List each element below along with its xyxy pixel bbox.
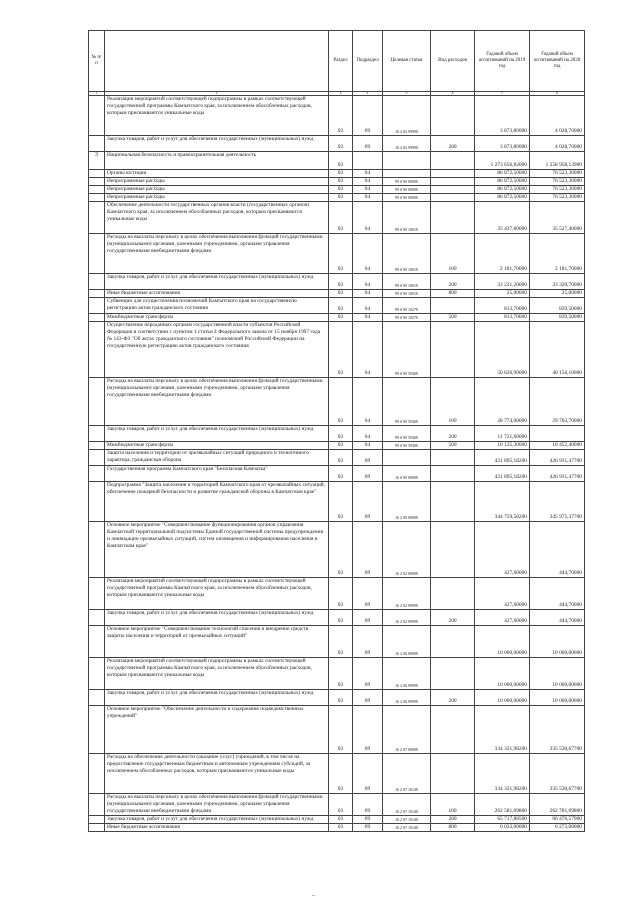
row-razdel: 03 [329, 378, 353, 426]
table-row [89, 136, 585, 152]
row-vid-raskhodov: 100 [431, 378, 475, 426]
row-value-2020: 10 000,00000 [530, 658, 585, 690]
row-podrazdel: 09 [353, 522, 383, 578]
row-razdel: 03 [329, 152, 353, 170]
row-number [89, 626, 105, 658]
row-value-2020: 335 530,67700 [530, 754, 585, 794]
row-number [89, 170, 105, 178]
row-tselevaya-statya [383, 450, 431, 466]
row-tselevaya-statya: 99 0 00 59300 [383, 426, 431, 442]
row-value-2019: 813,70000 [475, 298, 530, 314]
row-value-2019: 427,60000 [475, 610, 530, 626]
row-value-2020: 262 781,09800 [530, 794, 585, 816]
row-razdel: 03 [329, 314, 353, 322]
row-tselevaya-statya: 16 2 07 10140 [383, 816, 431, 824]
row-tselevaya-statya: 16 2 03 99990 [383, 96, 431, 136]
row-number [89, 202, 105, 234]
row-value-2020: 444,70000 [530, 578, 585, 610]
row-razdel: 03 [329, 482, 353, 522]
row-podrazdel: 09 [353, 754, 383, 794]
row-razdel: 02 [329, 136, 353, 152]
table-row [89, 794, 585, 816]
budget-table [88, 30, 585, 832]
row-value-2019: 25,00000 [475, 290, 530, 298]
row-podrazdel: 09 [353, 706, 383, 754]
row-value-2019: 65 717,88500 [475, 816, 530, 824]
row-vid-raskhodov [431, 170, 475, 178]
row-name: Межбюджетные трансферты [105, 442, 329, 450]
row-name: Расходы на выплаты персоналу в целях обеспечения выполнения функций государственными (муниципальными) органами, казенными учреждениями, органами управления государственными внебюджетными фондами [105, 378, 329, 426]
row-name: Органы юстиции [105, 170, 329, 178]
row-name: Защита населения и территории от чрезвычайных ситуаций природного и техногенного характера, гражданская оборона [105, 450, 329, 466]
row-value-2019: 10 000,00000 [475, 658, 530, 690]
row-razdel: 03 [329, 170, 353, 178]
table-row [89, 152, 585, 170]
row-number [89, 816, 105, 824]
row-podrazdel: 04 [353, 202, 383, 234]
row-value-2020: 444,70000 [530, 610, 585, 626]
table-row [89, 170, 585, 178]
row-value-2020: 4 028,70000 [530, 96, 585, 136]
row-value-2019: 334 331,98200 [475, 754, 530, 794]
row-name: Реализация мероприятий соответствующей подпрограммы в рамках соответствующей государственной программы Камчатского края, за исключением обособленных расходов, которым присваиваются уникальные коды [105, 658, 329, 690]
row-podrazdel: 09 [353, 816, 383, 824]
row-podrazdel: 09 [353, 466, 383, 482]
row-value-2019: 1 273 656,82000 [475, 152, 530, 170]
column-number: 1 [89, 92, 105, 96]
row-value-2019: 427,60000 [475, 522, 530, 578]
row-value-2020: 35 527,40000 [530, 202, 585, 234]
row-value-2019: 262 581,09800 [475, 794, 530, 816]
row-tselevaya-statya: 99 0 00 10010 [383, 234, 431, 274]
row-number [89, 754, 105, 794]
row-vid-raskhodov: 200 [431, 274, 475, 290]
row-number [89, 234, 105, 274]
row-vid-raskhodov [431, 466, 475, 482]
row-value-2020: 2 181,70000 [530, 234, 585, 274]
row-podrazdel: 09 [353, 450, 383, 466]
row-vid-raskhodov [431, 482, 475, 522]
table-row [89, 178, 585, 186]
header-name [105, 31, 329, 92]
table-row [89, 442, 585, 450]
row-value-2019: 3 873,80000 [475, 96, 530, 136]
row-tselevaya-statya: 16 2 06 00000 [383, 626, 431, 658]
row-vid-raskhodov: 800 [431, 824, 475, 832]
row-name: Закупка товаров, работ и услуг для обеспечения государственных (муниципальных) нужд [105, 610, 329, 626]
row-vid-raskhodov [431, 522, 475, 578]
row-tselevaya-statya: 16 2 06 99990 [383, 658, 431, 690]
row-podrazdel: 04 [353, 194, 383, 202]
row-value-2020: 839,50000 [530, 314, 585, 322]
row-number [89, 298, 105, 314]
row-razdel: 03 [329, 794, 353, 816]
row-value-2019: 86 872,50000 [475, 194, 530, 202]
row-value-2020: 76 523,30000 [530, 194, 585, 202]
row-value-2020: 335 530,67700 [530, 706, 585, 754]
row-tselevaya-statya: 99 0 00 00000 [383, 178, 431, 186]
row-value-2020: 10 000,00000 [530, 690, 585, 706]
row-tselevaya-statya: 99 0 00 10010 [383, 290, 431, 298]
row-podrazdel: 04 [353, 298, 383, 314]
row-razdel: 03 [329, 610, 353, 626]
row-razdel: 03 [329, 450, 353, 466]
row-razdel: 03 [329, 442, 353, 450]
row-vid-raskhodov [431, 298, 475, 314]
row-podrazdel: 04 [353, 274, 383, 290]
row-value-2019: 2 181,70000 [475, 234, 530, 274]
row-vid-raskhodov [431, 152, 475, 170]
row-vid-raskhodov [431, 706, 475, 754]
row-podrazdel: 09 [353, 690, 383, 706]
row-vid-raskhodov: 200 [431, 610, 475, 626]
row-podrazdel: 04 [353, 378, 383, 426]
table-row [89, 378, 585, 426]
row-number [89, 610, 105, 626]
row-vid-raskhodov [431, 202, 475, 234]
row-razdel: 03 [329, 234, 353, 274]
row-podrazdel: 04 [353, 442, 383, 450]
table-row [89, 314, 585, 322]
table-row [89, 754, 585, 794]
header-tselevaya-statya: Целевая статья [383, 31, 431, 92]
row-number [89, 186, 105, 194]
column-number: 7 [475, 92, 530, 96]
row-name: Расходы на выплаты персоналу в целях обеспечения выполнения функций государственными (муниципальными) органами, казенными учреждениями, органами управления государственными внебюджетными фондами [105, 234, 329, 274]
row-vid-raskhodov [431, 658, 475, 690]
row-name: Реализация мероприятий соответствующей подпрограммы в рамках соответствующей государственной программы Камчатского края, за исключением обособленных расходов, которым присваиваются уникальные коды [105, 96, 329, 136]
row-value-2020: 426 931,47700 [530, 466, 585, 482]
row-value-2020: 426 931,47700 [530, 450, 585, 466]
row-tselevaya-statya: 16 2 02 99990 [383, 578, 431, 610]
header-year-2019: Годовой объем ассигнований на 2019 год [475, 31, 530, 92]
row-tselevaya-statya: 16 0 00 00000 [383, 466, 431, 482]
row-number [89, 426, 105, 442]
budget-document [88, 30, 584, 832]
row-podrazdel: 04 [353, 170, 383, 178]
row-razdel: 03 [329, 578, 353, 610]
row-tselevaya-statya: 16 2 07 00000 [383, 706, 431, 754]
row-razdel: 03 [329, 690, 353, 706]
page-number: – [312, 893, 315, 899]
row-value-2020: 40 156,10000 [530, 322, 585, 378]
row-podrazdel [353, 152, 383, 170]
row-podrazdel: 04 [353, 186, 383, 194]
row-tselevaya-statya: 16 2 02 00000 [383, 522, 431, 578]
row-razdel: 03 [329, 816, 353, 824]
table-row [89, 466, 585, 482]
row-podrazdel: 09 [353, 482, 383, 522]
row-tselevaya-statya [383, 152, 431, 170]
table-row [89, 290, 585, 298]
row-razdel: 03 [329, 322, 353, 378]
row-razdel: 03 [329, 290, 353, 298]
row-name: Закупка товаров, работ и услуг для обеспечения государственных (муниципальных) нужд [105, 274, 329, 290]
header-num: № п/п [89, 31, 105, 92]
row-vid-raskhodov [431, 754, 475, 794]
row-razdel: 03 [329, 824, 353, 832]
row-value-2019: 431 895,18200 [475, 450, 530, 466]
row-razdel: 03 [329, 426, 353, 442]
row-tselevaya-statya: 16 2 06 99990 [383, 690, 431, 706]
row-value-2019: 3 873,80000 [475, 136, 530, 152]
row-value-2019: 11 721,60000 [475, 426, 530, 442]
row-value-2019: 86 872,50000 [475, 186, 530, 194]
row-podrazdel: 04 [353, 290, 383, 298]
row-razdel: 03 [329, 522, 353, 578]
row-name: Основное мероприятие "Совершенствование функционирования органов управления Камчатской территориальной подсистемы Единой государственной системы предупреждения и ликвидации чрезвычайных ситуаций, систем оповещения и информирования населения в Камчатском крае" [105, 522, 329, 578]
row-value-2019: 33 231,20000 [475, 274, 530, 290]
row-value-2019: 813,70000 [475, 314, 530, 322]
row-name: Непрограммные расходы [105, 194, 329, 202]
row-number [89, 274, 105, 290]
table-row [89, 610, 585, 626]
header-podrazdel: Подраздел [353, 31, 383, 92]
row-name: Государственная программа Камчатского края "Безопасная Камчатка" [105, 466, 329, 482]
row-tselevaya-statya: 16 2 07 10140 [383, 754, 431, 794]
row-number [89, 522, 105, 578]
row-number [89, 442, 105, 450]
row-razdel: 03 [329, 202, 353, 234]
row-razdel: 03 [329, 178, 353, 186]
table-row [89, 658, 585, 690]
row-podrazdel: 09 [353, 136, 383, 152]
row-number [89, 314, 105, 322]
row-number [89, 794, 105, 816]
row-vid-raskhodov [431, 578, 475, 610]
table-row [89, 522, 585, 578]
row-number [89, 690, 105, 706]
row-name: Обеспечение деятельности государственных органов власти (государственных органов) Камчатского края, за исключением обособленных расходов, которым присваиваются уникальные коды [105, 202, 329, 234]
row-tselevaya-statya: 16 2 02 99990 [383, 610, 431, 626]
row-value-2020: 345 975,37700 [530, 482, 585, 522]
row-value-2019: 10 000,00000 [475, 626, 530, 658]
row-value-2020: 839,50000 [530, 298, 585, 314]
row-podrazdel: 09 [353, 824, 383, 832]
row-name: Иные бюджетные ассигнования [105, 824, 329, 832]
row-name: Закупка товаров, работ и услуг для обеспечения государственных (муниципальных) нужд [105, 816, 329, 824]
row-vid-raskhodov: 100 [431, 794, 475, 816]
row-tselevaya-statya: 99 0 00 59300 [383, 378, 431, 426]
row-tselevaya-statya: 99 0 00 59300 [383, 442, 431, 450]
row-number [89, 466, 105, 482]
row-value-2019: 35 437,80000 [475, 202, 530, 234]
row-podrazdel: 09 [353, 96, 383, 136]
row-number [89, 194, 105, 202]
row-value-2020: 10 000,00000 [530, 626, 585, 658]
column-number: 8 [530, 92, 585, 96]
header-razdel: Раздел [329, 31, 353, 92]
row-vid-raskhodov: 800 [431, 290, 475, 298]
row-number [89, 178, 105, 186]
row-vid-raskhodov: 200 [431, 426, 475, 442]
row-name: Реализация мероприятий соответствующей подпрограммы в рамках соответствующей государственной программы Камчатского края, за исключением обособленных расходов, которым присваиваются уникальные коды [105, 578, 329, 610]
row-tselevaya-statya: 99 0 00 00000 [383, 186, 431, 194]
row-tselevaya-statya: 16 2 03 99990 [383, 136, 431, 152]
row-name: Осуществление переданных органам государственной власти субъектов Российской Федерации в соответствии с пунктом 1 статьи 4 Федерального закона от 15 ноября 1997 года № 143-ФЗ "Об актах гражданского состояния" полномочий Российской Федерации на государственную регистрацию актов гражданского состояния [105, 322, 329, 378]
row-vid-raskhodov: 500 [431, 442, 475, 450]
row-vid-raskhodov [431, 96, 475, 136]
row-podrazdel: 04 [353, 234, 383, 274]
row-tselevaya-statya: 16 2 07 10140 [383, 824, 431, 832]
row-vid-raskhodov: 200 [431, 816, 475, 824]
row-tselevaya-statya: 99 0 00 00000 [383, 194, 431, 202]
table-row [89, 450, 585, 466]
row-name: Закупка товаров, работ и услуг для обеспечения государственных (муниципальных) нужд [105, 136, 329, 152]
column-number: 6 [431, 92, 475, 96]
row-value-2020: 76 523,30000 [530, 170, 585, 178]
row-tselevaya-statya: 99 0 00 10010 [383, 202, 431, 234]
row-vid-raskhodov: 500 [431, 314, 475, 322]
row-tselevaya-statya [383, 170, 431, 178]
row-podrazdel: 04 [353, 322, 383, 378]
row-vid-raskhodov: 200 [431, 690, 475, 706]
table-row [89, 322, 585, 378]
row-number [89, 322, 105, 378]
row-name: Основное мероприятие "Совершенствование технологий спасения и внедрение средств защиты населения и территорий от чрезвычайных ситуаций" [105, 626, 329, 658]
row-tselevaya-statya: 99 0 00 10010 [383, 274, 431, 290]
column-number: 3 [329, 92, 353, 96]
row-value-2019: 6 033,00000 [475, 824, 530, 832]
table-row [89, 426, 585, 442]
row-tselevaya-statya: 99 0 00 59300 [383, 322, 431, 378]
column-number: 5 [383, 92, 431, 96]
row-razdel: 02 [329, 96, 353, 136]
row-name: Закупка товаров, работ и услуг для обеспечения государственных (муниципальных) нужд [105, 690, 329, 706]
table-row [89, 234, 585, 274]
row-vid-raskhodov: 100 [431, 234, 475, 274]
row-razdel: 03 [329, 706, 353, 754]
row-name: Межбюджетные трансферты [105, 314, 329, 322]
row-value-2019: 10 000,00000 [475, 690, 530, 706]
row-number [89, 96, 105, 136]
row-value-2020: 1 258 958,13900 [530, 152, 585, 170]
row-value-2019: 344 759,58200 [475, 482, 530, 522]
row-vid-raskhodov [431, 626, 475, 658]
row-vid-raskhodov: 200 [431, 136, 475, 152]
row-name: Основное мероприятие "Обеспечение деятельности и содержание подведомственных учреждений" [105, 706, 329, 754]
row-tselevaya-statya: 99 0 00 10270 [383, 314, 431, 322]
table-row [89, 298, 585, 314]
row-razdel: 03 [329, 194, 353, 202]
row-podrazdel: 09 [353, 578, 383, 610]
row-number [89, 824, 105, 832]
table-row [89, 274, 585, 290]
row-value-2020: 33 320,70000 [530, 274, 585, 290]
row-number [89, 706, 105, 754]
header-year-2020: Годовой объем ассигнований на 2020 год [530, 31, 585, 92]
row-razdel: 03 [329, 298, 353, 314]
table-row [89, 824, 585, 832]
row-value-2019: 334 331,98200 [475, 706, 530, 754]
row-name: Национальная безопасность и правоохранительная деятельность [105, 152, 329, 170]
row-number [89, 450, 105, 466]
row-podrazdel: 04 [353, 314, 383, 322]
column-number: 2 [105, 92, 329, 96]
header-vid-raskhodov: Вид расходов [431, 31, 475, 92]
row-vid-raskhodov [431, 194, 475, 202]
row-vid-raskhodov [431, 186, 475, 194]
row-razdel: 03 [329, 466, 353, 482]
row-podrazdel: 09 [353, 626, 383, 658]
row-name: Закупка товаров, работ и услуг для обеспечения государственных (муниципальных) нужд [105, 426, 329, 442]
row-razdel: 03 [329, 274, 353, 290]
row-podrazdel: 09 [353, 658, 383, 690]
row-value-2019: 427,60000 [475, 578, 530, 610]
row-number [89, 290, 105, 298]
row-vid-raskhodov [431, 178, 475, 186]
row-value-2019: 86 872,50000 [475, 178, 530, 186]
table-row [89, 186, 585, 194]
row-razdel: 03 [329, 658, 353, 690]
row-name: Непрограммные расходы [105, 186, 329, 194]
row-razdel: 03 [329, 754, 353, 794]
row-podrazdel: 04 [353, 178, 383, 186]
row-value-2020: 4 028,70000 [530, 136, 585, 152]
table-row [89, 578, 585, 610]
row-value-2020: 10 452,40000 [530, 442, 585, 450]
table-row [89, 626, 585, 658]
row-value-2019: 431 895,18200 [475, 466, 530, 482]
table-row [89, 706, 585, 754]
table-row [89, 816, 585, 824]
row-value-2019: 86 872,50000 [475, 170, 530, 178]
table-row [89, 96, 585, 136]
table-header-row [89, 31, 585, 92]
table-row [89, 202, 585, 234]
table-row [89, 482, 585, 522]
row-value-2019: 10 125,30000 [475, 442, 530, 450]
row-tselevaya-statya: 99 0 00 10270 [383, 298, 431, 314]
row-vid-raskhodov [431, 450, 475, 466]
table-row [89, 690, 585, 706]
row-value-2020: 6 273,00000 [530, 824, 585, 832]
row-razdel: 03 [329, 626, 353, 658]
row-number [89, 578, 105, 610]
row-razdel: 03 [329, 186, 353, 194]
row-number [89, 658, 105, 690]
row-value-2020: 66 476,57900 [530, 816, 585, 824]
row-podrazdel: 04 [353, 426, 383, 442]
row-name: Расходы на обеспечение деятельности (оказание услуг) учреждений, в том числе на предоставление государственным бюджетным и автономным учреждениям субсидий, за исключением обособленных расходов, которым присваиваются уникальные коды [105, 754, 329, 794]
row-tselevaya-statya: 16 2 07 10140 [383, 794, 431, 816]
row-value-2019: 50 620,90000 [475, 322, 530, 378]
row-number [89, 136, 105, 152]
row-value-2020: 29 703,70000 [530, 378, 585, 426]
row-name: Непрограммные расходы [105, 178, 329, 186]
row-number: 3 [89, 152, 105, 170]
row-value-2020 [530, 426, 585, 442]
row-name: Подпрограмма "Защита населения и территорий Камчатского края от чрезвычайных ситуаций, обеспечение пожарной безопасности и развитие гражданской обороны в Камчатском крае" [105, 482, 329, 522]
column-number: 4 [353, 92, 383, 96]
row-number [89, 378, 105, 426]
row-name: Иные бюджетные ассигнования [105, 290, 329, 298]
row-name: Субвенции для осуществления полномочий Камчатского края на государственную регистрацию актов гражданского состояния [105, 298, 329, 314]
row-podrazdel: 09 [353, 794, 383, 816]
row-value-2019: 28 774,00000 [475, 378, 530, 426]
row-value-2020: 76 523,30000 [530, 186, 585, 194]
row-podrazdel: 09 [353, 610, 383, 626]
row-name: Расходы на выплаты персоналу в целях обеспечения выполнения функций государственными (муниципальными) органами, казенными учреждениями, органами управления государственными внебюджетными фондами [105, 794, 329, 816]
row-value-2020: 76 523,30000 [530, 178, 585, 186]
table-row [89, 194, 585, 202]
row-value-2020: 444,70000 [530, 522, 585, 578]
row-number [89, 482, 105, 522]
row-value-2020: 25,00000 [530, 290, 585, 298]
row-vid-raskhodov [431, 322, 475, 378]
row-tselevaya-statya: 16 2 00 00000 [383, 482, 431, 522]
